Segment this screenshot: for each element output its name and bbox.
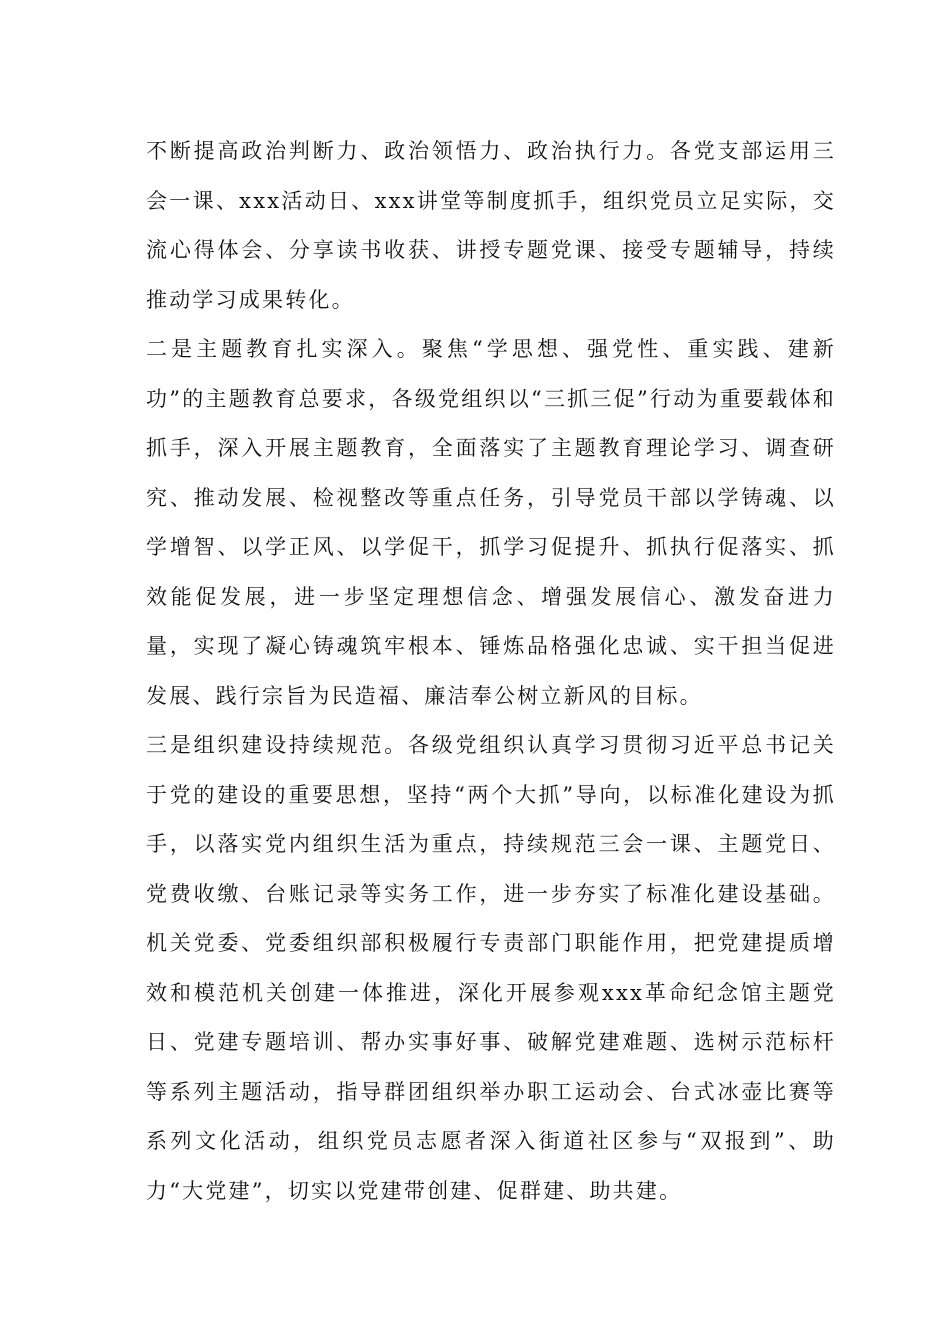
paragraph-study-continuation: 不断提高政治判断力、政治领悟力、政治执行力。各党支部运用三会一课、xxx活动日、xxx讲堂等制度抓手，组织党员立足实际，交流心得体会、分享读书收获、讲授专题党课、接受专题辅导，持续推动学习成果转化。 (146, 139, 836, 312)
paragraph-theme-education: 二是主题教育扎实深入。聚焦“学思想、强党性、重实践、建新功”的主题教育总要求，各级党组织以“三抓三促”行动为重要载体和抓手，深入开展主题教育，全面落实了主题教育理论学习、调查研究、推动发展、检视整改等重点任务，引导党员干部以学铸魂、以学增智、以学正风、以学促干，抓学习促提升、抓执行促落实、抓效能促发展，进一步坚定理想信念、增强发展信心、激发奋进力量，实现了凝心铸魂筑牢根本、锤炼品格强化忠诚、实干担当促进发展、践行宗旨为民造福、廉洁奉公树立新风的目标。 (146, 337, 836, 708)
paragraph-organization-building: 三是组织建设持续规范。各级党组织认真学习贯彻习近平总书记关于党的建设的重要思想，坚持“两个大抓”导向，以标准化建设为抓手，以落实党内组织生活为重点，持续规范三会一课、主题党日、党费收缴、台账记录等实务工作，进一步夯实了标准化建设基础。机关党委、党委组织部积极履行专责部门职能作用，把党建提质增效和模范机关创建一体推进，深化开展参观xxx革命纪念馆主题党日、党建专题培训、帮办实事好事、破解党建难题、选树示范标杆等系列主题活动，指导群团组织举办职工运动会、台式冰壶比赛等系列文化活动，组织党员志愿者深入街道社区参与“双报到”、助力“大党建”，切实以党建带创建、促群建、助共建。 (146, 733, 836, 1203)
document-body (146, 127, 836, 1216)
